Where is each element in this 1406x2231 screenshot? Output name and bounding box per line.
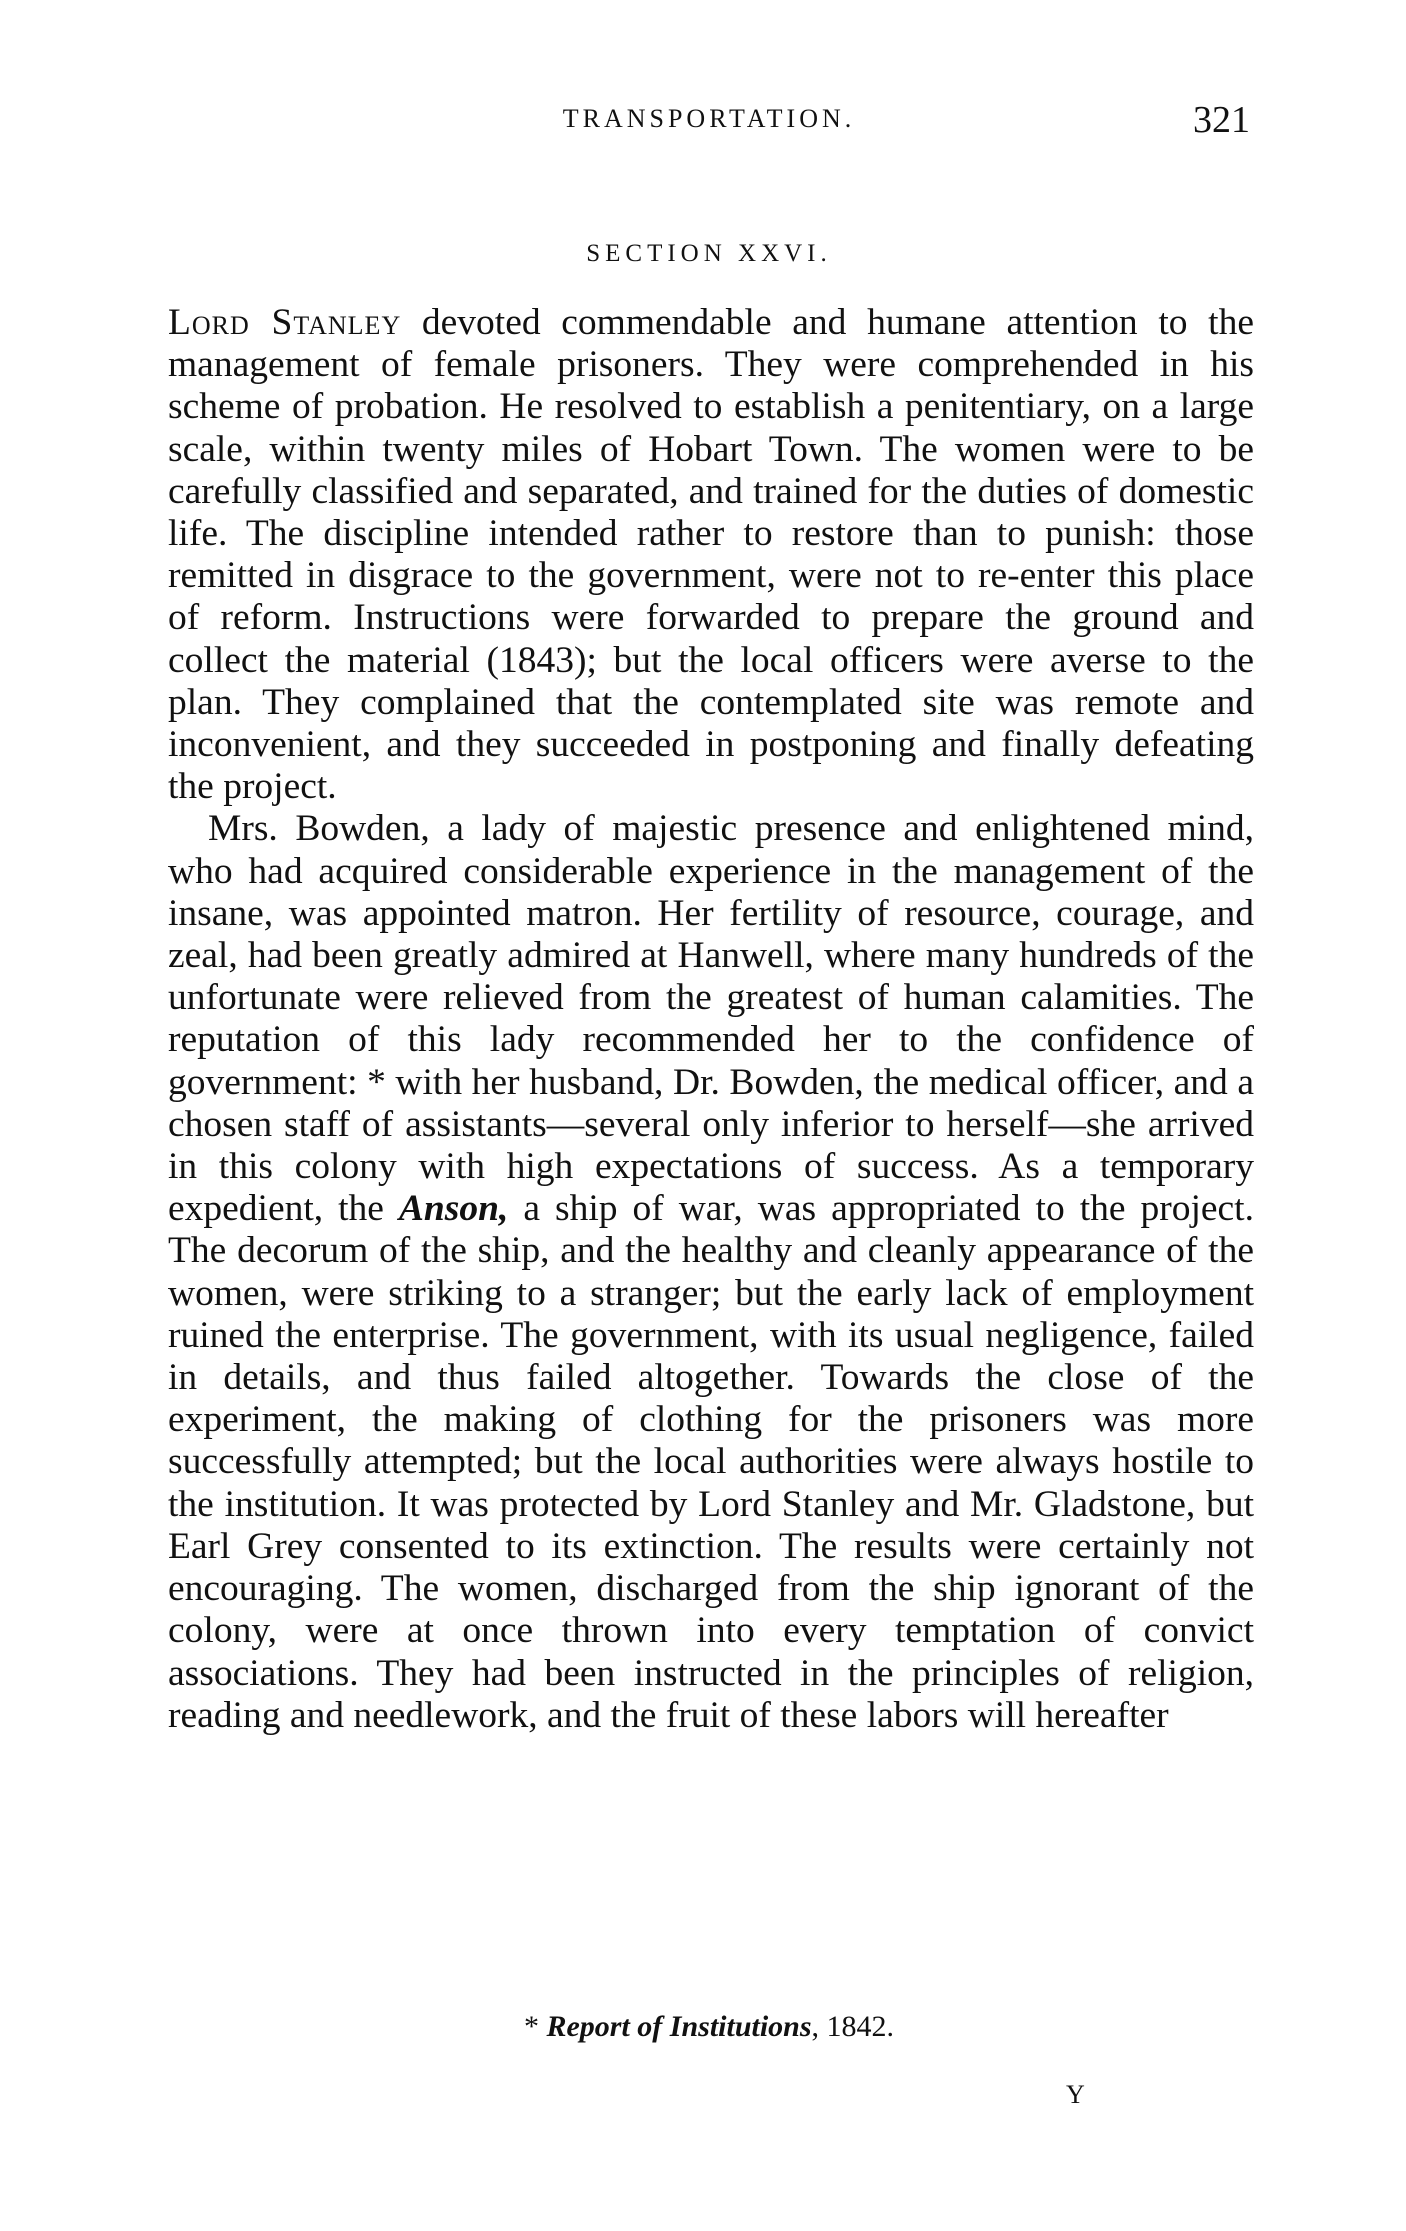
- running-head: [168, 99, 1250, 144]
- page-number: 321: [1193, 99, 1250, 141]
- paragraph-2-text-a: Mrs. Bowden, a lady of majestic presence and enlightened mind, who had acquired considerable experience in the management of the insane, was appointed matron. Her fertility of resource, courage, and zeal, had been greatly admired at Hanwell, where many hundreds of the unfortunate were relieved from the greatest of human calamities. The reputation of this lady recommended her to the confidence of government: * with her husband, Dr. Bowden, the medical officer, and a chosen staff of assistants—several only inferior to herself—she arrived in this colony with high expectations of success. As a temporary expedient, the: [168, 808, 1254, 1230]
- body-text: [168, 302, 1254, 1737]
- footnote-marker: *: [523, 2010, 547, 2043]
- paragraph-2-text-b: a ship of war, was appropriated to the project. The decorum of the ship, and the healthy and cleanly appearance of the women, were striking to a stranger; but the early lack of employment ruined the enterprise. The government, with its usual negligence, failed in details, and thus failed altogether. Towards the close of the experiment, the making of clothing for the prisoners was more successfully attempted; but the local authorities were always hostile to the institution. It was protected by Lord Stanley and Mr. Gladstone, but Earl Grey consented to its extinction. The results were certainly not encouraging. The women, discharged from the ship ignorant of the colony, were at once thrown into every temptation of convict associations. They had been instructed in the principles of religion, reading and needlework, and the fruit of these labors will hereafter: [168, 1188, 1254, 1736]
- paragraph-1-text: devoted commendable and humane attention to the management of female prisoners. They were comprehended in his scheme of probation. He resolved to establish a penitentiary, on a large scale, within twenty miles of Hobart Town. The women were to be carefully classified and separated, and trained for the duties of domestic life. The discipline intended rather to restore than to punish: those remitted in disgrace to the government, were not to re-enter this place of reform. Instructions were forwarded to prepare the ground and collect the material (1843); but the local officers were averse to the plan. They complained that the contemplated site was remote and inconvenient, and they succeeded in postponing and finally defeating the project.: [168, 302, 1254, 808]
- section-heading: SECTION XXVI.: [586, 240, 832, 267]
- signature-mark: Y: [1066, 2080, 1085, 2109]
- paragraph-1: [168, 302, 1254, 808]
- paragraph-2: [168, 808, 1254, 1736]
- paragraph-1-lead: Lord Stanley: [168, 302, 402, 343]
- footnote-year: , 1842.: [811, 2010, 895, 2043]
- footnote: [168, 2010, 1250, 2044]
- footnote-source: Report of Institutions: [546, 2010, 812, 2043]
- running-title: TRANSPORTATION.: [562, 104, 856, 133]
- ship-name: Anson,: [398, 1188, 509, 1230]
